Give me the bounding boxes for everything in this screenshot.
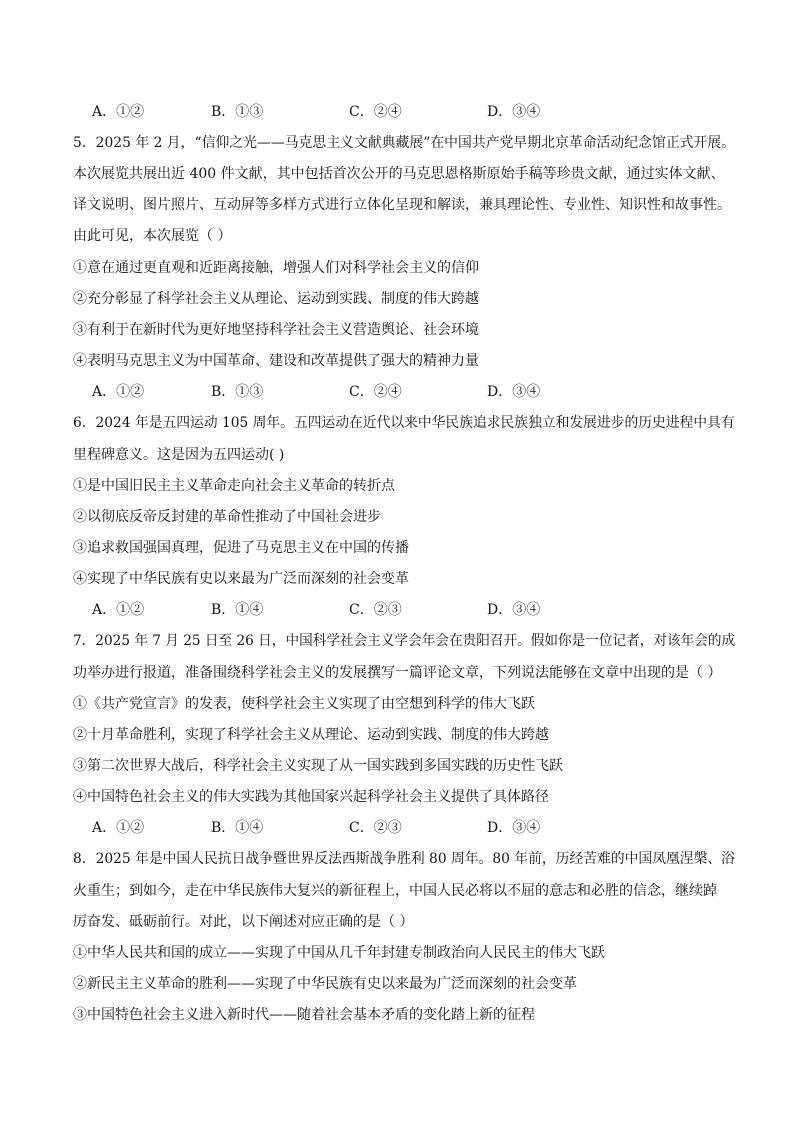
q8-statement-1: ①中华人民共和国的成立——实现了中国从几千年封建专制政治向人民民主的伟大飞跃 bbox=[73, 945, 605, 961]
q5-option-c[interactable]: C．②④ bbox=[349, 384, 402, 400]
q5-stem-line: 译文说明、图片照片、互动屏等多样方式进行立体化呈现和解读，兼具理论性、专业性、知识性和故事性。 bbox=[73, 197, 731, 213]
q5-stem-line: 本次展览共展出近 400 件文献，其中包括首次公开的马克思恩格斯原始手稿等珍贵文献，通过实体文献、 bbox=[73, 166, 725, 182]
q7-option-c[interactable]: C．②③ bbox=[349, 820, 402, 836]
q7-stem-line: 7．2025 年 7 月 25 日至 26 日，中国科学社会主义学会年会在贵阳召开。假如你是一位记者，对该年会的成 bbox=[73, 633, 736, 649]
q5-statement-2: ②充分彰显了科学社会主义从理论、运动到实践、制度的伟大跨越 bbox=[73, 291, 479, 307]
q4-option-c[interactable]: C．②④ bbox=[349, 104, 402, 120]
q5-statement-3: ③有利于在新时代为更好地坚持科学社会主义营造舆论、社会环境 bbox=[73, 322, 479, 338]
q5-option-b[interactable]: B．①③ bbox=[211, 384, 264, 400]
q6-statement-2: ②以彻底反帝反封建的革命性推动了中国社会进步 bbox=[73, 509, 381, 525]
q6-option-c[interactable]: C．②③ bbox=[349, 602, 402, 618]
q6-option-a[interactable]: A．①② bbox=[92, 602, 145, 618]
q7-statement-1: ①《共产党宣言》的发表，使科学社会主义实现了由空想到科学的伟大飞跃 bbox=[73, 696, 535, 712]
q6-stem-line: 6．2024 年是五四运动 105 周年。五四运动在近代以来中华民族追求民族独立和发展进步的历史进程中具有 bbox=[73, 415, 735, 431]
q8-stem-line: 8．2025 年是中国人民抗日战争暨世界反法西斯战争胜利 80 周年。80 年前，历经苦难的中国凤凰涅槃、浴 bbox=[73, 851, 735, 867]
q5-option-d[interactable]: D．③④ bbox=[487, 384, 541, 400]
q6-statement-1: ①是中国旧民主主义革命走向社会主义革命的转折点 bbox=[73, 478, 395, 494]
q5-stem-line: 5．2025 年 2 月，“信仰之光——马克思主义文献典藏展”在中国共产党早期北京革命活动纪念馆正式开展。 bbox=[73, 135, 736, 151]
q5-statement-1: ①意在通过更直观和近距离接触，增强人们对科学社会主义的信仰 bbox=[73, 260, 479, 276]
q7-statement-4: ④中国特色社会主义的伟大实践为其他国家兴起科学社会主义提供了具体路径 bbox=[73, 789, 549, 805]
q8-statement-2: ②新民主主义革命的胜利——实现了中华民族有史以来最为广泛而深刻的社会变革 bbox=[73, 976, 577, 992]
q7-option-d[interactable]: D．③④ bbox=[487, 820, 541, 836]
q7-option-b[interactable]: B．①④ bbox=[211, 820, 264, 836]
q8-stem-line: 火重生；到如今，走在中华民族伟大复兴的新征程上，中国人民必将以不屈的意志和必胜的信念，继续踔 bbox=[73, 883, 717, 899]
q6-option-b[interactable]: B．①④ bbox=[211, 602, 264, 618]
q5-statement-4: ④表明马克思主义为中国革命、建设和改革提供了强大的精神力量 bbox=[73, 353, 479, 369]
q8-stem-line: 厉奋发、砥砺前行。对此，以下阐述对应正确的是（ ） bbox=[73, 914, 414, 930]
q6-option-d[interactable]: D．③④ bbox=[487, 602, 541, 618]
q7-statement-3: ③第二次世界大战后，科学社会主义实现了从一国实践到多国实践的历史性飞跃 bbox=[73, 758, 563, 774]
q7-statement-2: ②十月革命胜利，实现了科学社会主义从理论、运动到实践、制度的伟大跨越 bbox=[73, 727, 549, 743]
q4-option-d[interactable]: D．③④ bbox=[487, 104, 541, 120]
q4-option-b[interactable]: B．①③ bbox=[211, 104, 264, 120]
q8-statement-3: ③中国特色社会主义进入新时代——随着社会基本矛盾的变化踏上新的征程 bbox=[73, 1007, 535, 1023]
q6-stem-line: 里程碑意义。这是因为五四运动( ) bbox=[73, 447, 285, 463]
q6-statement-3: ③追求救国强国真理，促进了马克思主义在中国的传播 bbox=[73, 540, 409, 556]
q7-option-a[interactable]: A．①② bbox=[92, 820, 145, 836]
q5-option-a[interactable]: A．①② bbox=[92, 384, 145, 400]
q7-stem-line: 功举办进行报道，准备围绕科学社会主义的发展撰写一篇评论文章，下列说法能够在文章中出现的是（ ） bbox=[73, 665, 722, 681]
q5-stem-line: 由此可见，本次展览（ ） bbox=[73, 228, 232, 244]
q6-statement-4: ④实现了中华民族有史以来最为广泛而深刻的社会变革 bbox=[73, 571, 409, 587]
q4-option-a[interactable]: A．①② bbox=[92, 104, 145, 120]
